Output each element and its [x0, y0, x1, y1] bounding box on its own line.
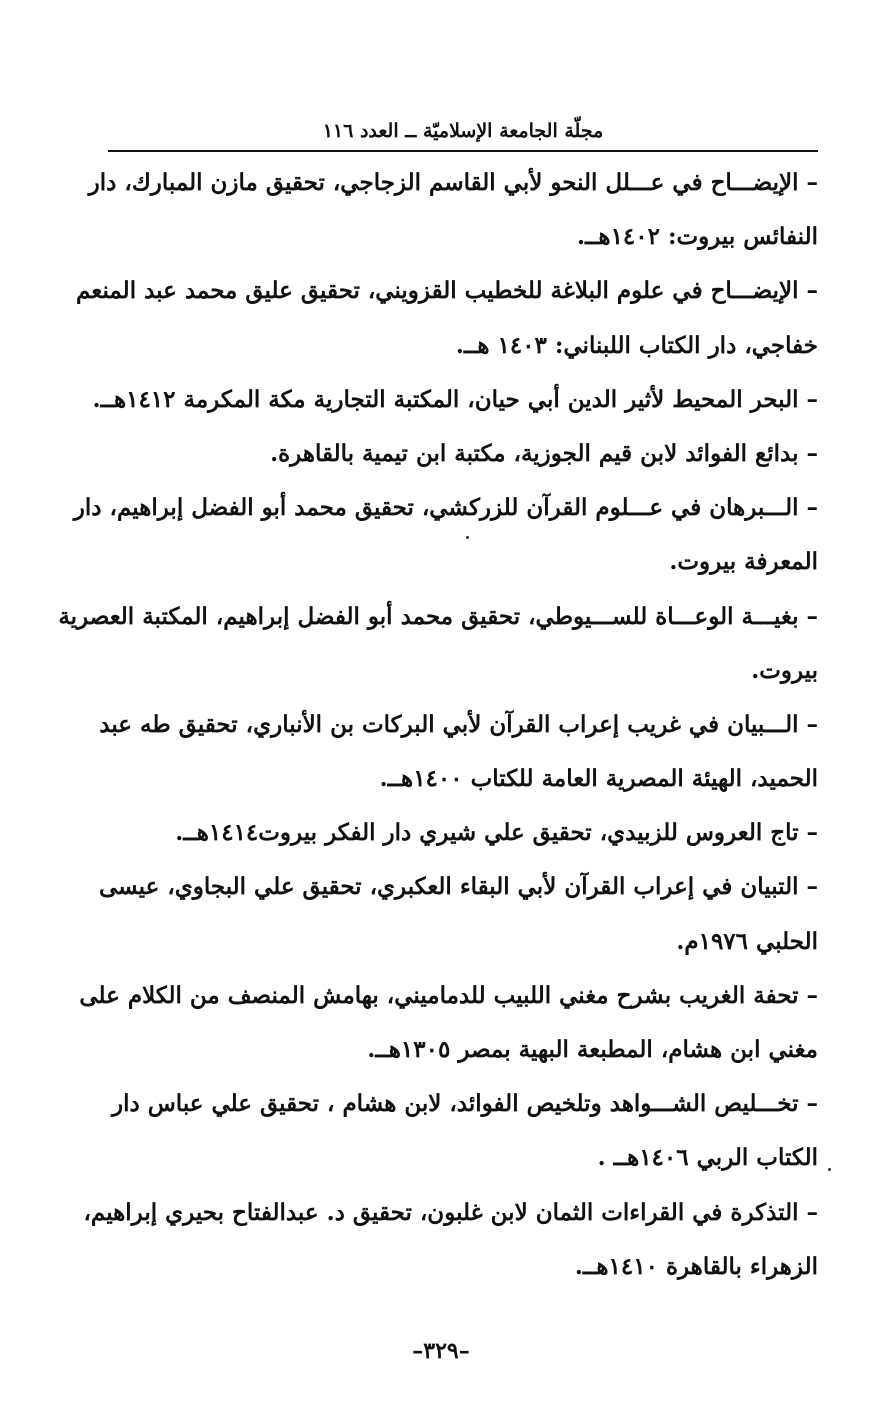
reference-line: الزهراء بالقاهرة ١٤١٠هــ.	[574, 1252, 818, 1280]
reference-line: – الـــبيان في غريب إعراب القرآن لأبي البركات بن الأنباري، تحقيق طه عبد	[99, 710, 818, 738]
reference-line: الحميد، الهيئة المصرية العامة للكتاب ١٤٠٠هــ.	[379, 765, 818, 793]
reference-line: مغني ابن هشام، المطبعة البهية بمصر ١٣٠٥هــ.	[367, 1036, 818, 1063]
reference-line: – بدائع الفوائد لابن قيم الجوزية، مكتبة ابن تيمية بالقاهرة.	[270, 439, 818, 467]
reference-line: – تحفة الغريب بشرح مغني اللبيب للدماميني، بهامش المنصف من الكلام على	[79, 981, 818, 1009]
running-header: مجلّة الجامعة الإسلاميّة ــ العدد ١١٦	[322, 120, 604, 142]
reference-line: – الـــبرهان في عـــلوم القرآن للزركشي، تحقيق محمد أبو الفضل إبراهيم، دار	[73, 494, 818, 522]
reference-line: خفاجي، دار الكتاب اللبناني: ١٤٠٣ هــ.	[455, 331, 818, 359]
scan-speck	[466, 536, 469, 539]
reference-line: النفائس بيروت: ١٤٠٢هــ.	[576, 223, 818, 251]
references-list	[58, 156, 818, 1294]
reference-line: المعرفة بيروت.	[669, 548, 818, 576]
reference-line: – التذكرة في القراءات الثمان لابن غلبون، تحقيق د. عبدالفتاح بحيري إبراهيم،	[83, 1198, 818, 1226]
reference-line: – الإيضـــاح في عـــلل النحو لأبي القاسم الزجاجي، تحقيق مازن المبارك، دار	[88, 169, 818, 196]
header-rule	[108, 150, 818, 152]
page-number: –٣٢٩–	[412, 1338, 470, 1364]
reference-line: – بغيـــة الوعـــاة للســـيوطي، تحقيق محمد أبو الفضل إبراهيم، المكتبة العصرية	[58, 602, 818, 630]
reference-line: بيروت.	[751, 656, 818, 684]
reference-line: – البحر المحيط لأثير الدين أبي حيان، المكتبة التجارية مكة المكرمة ١٤١٢هــ.	[92, 385, 818, 413]
reference-line: الكتاب الربي ١٤٠٦هــ .	[597, 1144, 818, 1172]
scan-speck	[828, 1168, 831, 1171]
reference-line: – تخـــليص الشـــواهد وتلخيص الفوائد، لابن هشام ، تحقيق علي عباس دار	[111, 1090, 818, 1118]
reference-line: – التبيان في إعراب القرآن لأبي البقاء العكبري، تحقيق علي البجاوي، عيسى	[98, 873, 818, 901]
reference-line: – تاج العروس للزبيدي، تحقيق علي شيري دار الفكر بيروت١٤١٤هــ.	[175, 819, 818, 847]
reference-line: الحلبي ١٩٧٦م.	[676, 927, 818, 955]
reference-line: – الإيضـــاح في علوم البلاغة للخطيب القزويني، تحقيق عليق محمد عبد المنعم	[76, 277, 818, 305]
